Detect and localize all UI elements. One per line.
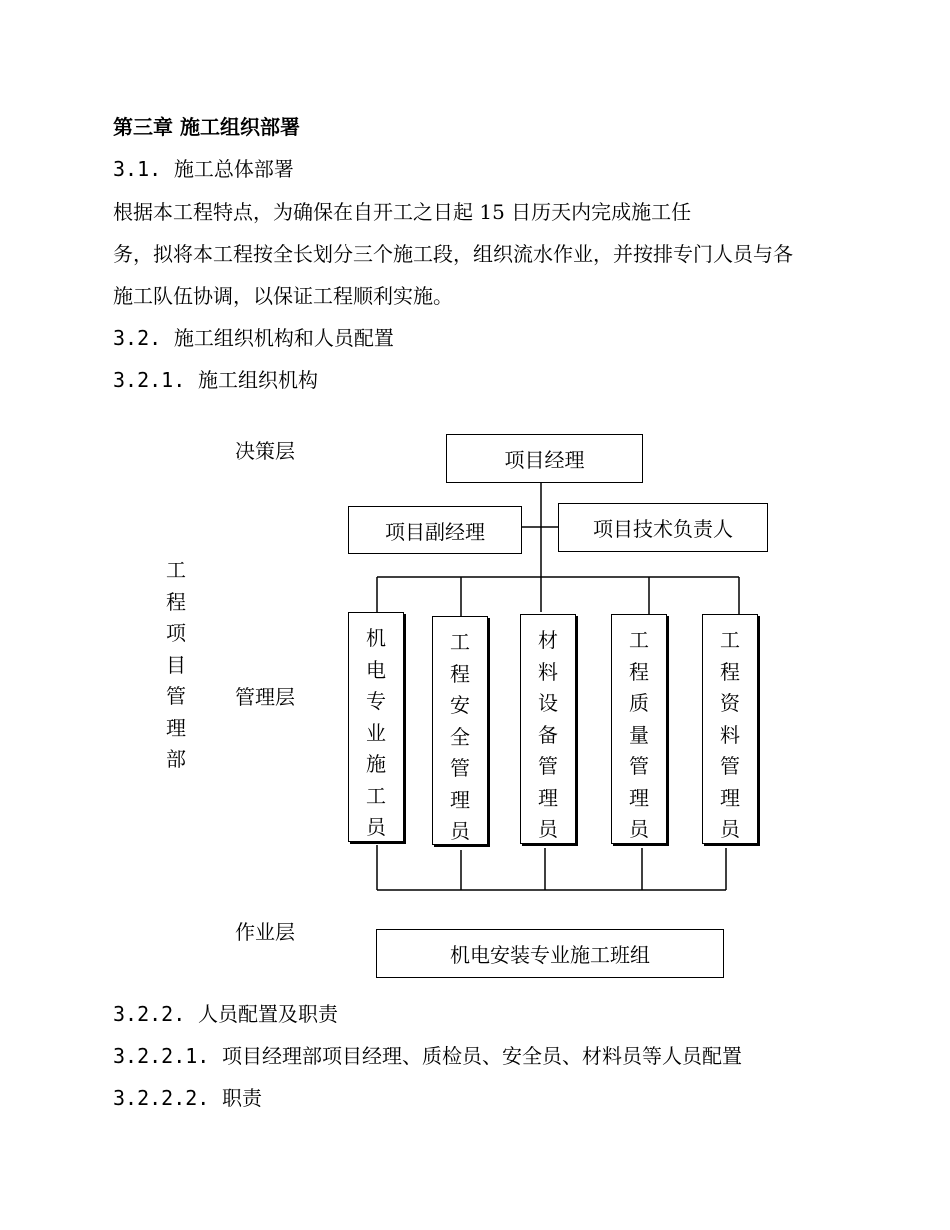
section-number: 3.2.2. <box>113 1002 186 1026</box>
section-3-2-2-1-heading <box>113 1042 742 1070</box>
col-text: 工 程 安 全 管 理 员 <box>450 630 470 843</box>
col-box-1 <box>348 612 404 842</box>
section-3-2-2-2-heading <box>113 1084 262 1112</box>
side-label-project-dept: 工 程 项 目 管 理 部 <box>166 558 186 771</box>
section-title: 项目经理部项目经理、质检员、安全员、材料员等人员配置 <box>222 1044 743 1068</box>
box-label: 项目经理 <box>504 448 585 472</box>
box-technical-lead <box>558 503 768 552</box>
paragraph-line-2: 务，拟将本工程按全长划分三个施工段，组织流水作业，并按排专门人员与各 <box>113 242 793 266</box>
section-number: 3.2.2.2. <box>113 1086 210 1110</box>
box-construction-team <box>376 929 724 978</box>
level-label-management: 管理层 <box>235 685 295 709</box>
section-title: 职责 <box>222 1086 263 1110</box>
box-project-manager <box>446 434 643 483</box>
col-text: 工 程 质 量 管 理 员 <box>629 628 649 841</box>
col-box-5 <box>702 614 758 844</box>
col-text: 材 料 设 备 管 理 员 <box>538 628 558 841</box>
col-text: 工 程 资 料 管 理 员 <box>720 628 740 841</box>
level-label-decision: 决策层 <box>235 439 295 463</box>
level-label-operation: 作业层 <box>235 920 295 944</box>
section-title: 施工总体部署 <box>173 157 294 181</box>
box-deputy-manager <box>348 506 522 554</box>
col-box-4 <box>611 614 667 844</box>
section-number: 3.2. <box>113 326 162 350</box>
paragraph-line-1: 根据本工程特点，为确保在自开工之日起 15 日历天内完成施工任 <box>113 200 692 224</box>
paragraph-line-3: 施工队伍协调，以保证工程顺利实施。 <box>113 284 453 308</box>
section-3-2-2-heading <box>113 1000 338 1028</box>
section-number: 3.2.1. <box>113 368 186 392</box>
col-box-3 <box>520 614 576 844</box>
box-label: 项目技术负责人 <box>593 517 733 541</box>
chapter-title: 施工组织部署 <box>179 115 300 139</box>
section-title: 施工组织机构和人员配置 <box>173 326 394 350</box>
col-text: 机 电 专 业 施 工 员 <box>366 626 386 839</box>
box-label: 机电安装专业施工班组 <box>450 943 650 967</box>
chapter-number: 第三章 <box>113 115 173 139</box>
col-box-2 <box>432 616 488 845</box>
section-number: 3.1. <box>113 157 162 181</box>
section-number: 3.2.2.1. <box>113 1044 210 1068</box>
section-title: 人员配置及职责 <box>197 1002 338 1026</box>
section-title: 施工组织机构 <box>197 368 318 392</box>
box-label: 项目副经理 <box>385 519 485 544</box>
